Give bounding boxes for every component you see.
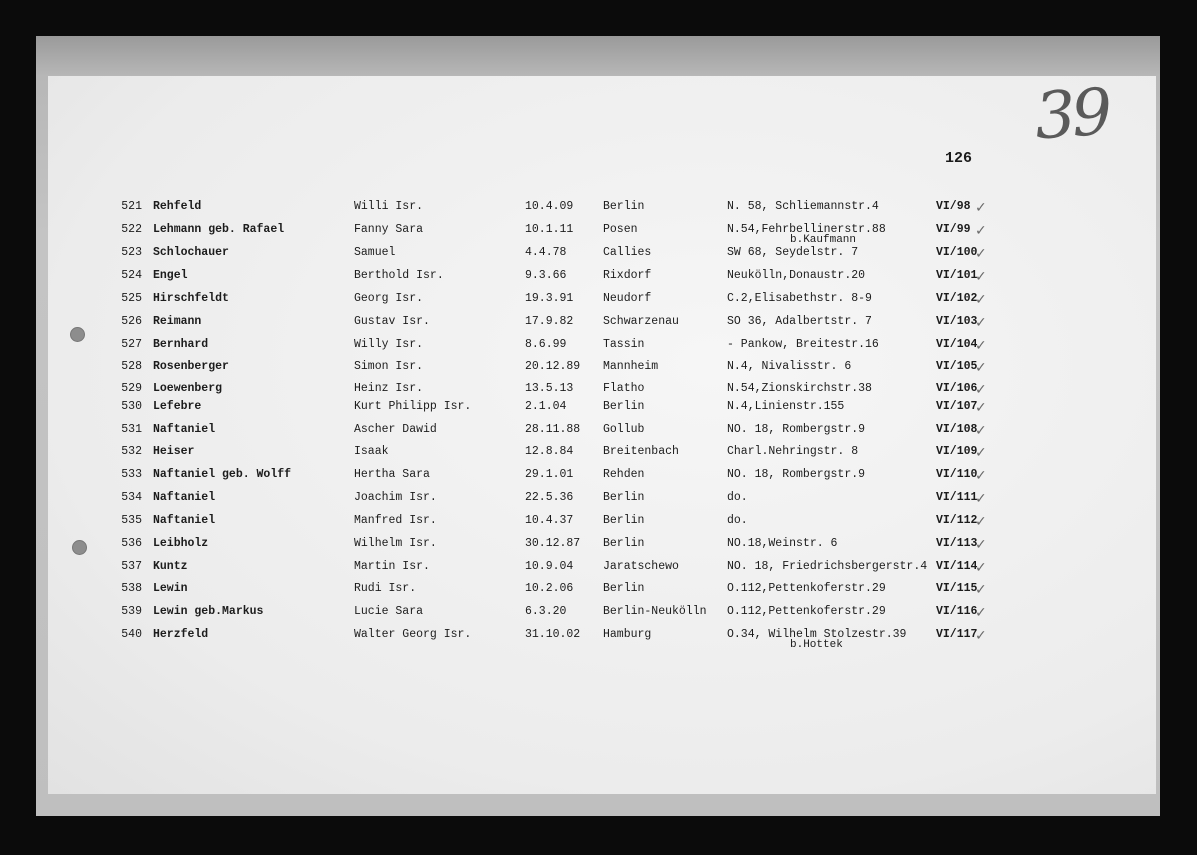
cell-date: 28.11.88 [525, 423, 581, 436]
cell-ref: VI/114 [936, 560, 978, 573]
cell-ref: VI/107 [936, 400, 978, 413]
cell-address: Neukölln,Donaustr.20 [727, 269, 866, 282]
table-row [0, 514, 1197, 534]
checkmark-icon: ✓ [975, 514, 987, 530]
cell-place: Mannheim [603, 360, 659, 373]
cell-place: Berlin [603, 400, 645, 413]
cell-surname: Leibholz [153, 537, 209, 550]
table-row [0, 360, 1197, 380]
cell-date: 4.4.78 [525, 246, 567, 259]
cell-ref: VI/115 [936, 582, 978, 595]
checkmark-icon: ✓ [975, 315, 987, 331]
cell-address: N.54,Zionskirchstr.38 [727, 382, 872, 395]
table-row [0, 560, 1197, 580]
cell-num: 528 [121, 360, 142, 373]
cell-ref: VI/117 [936, 628, 978, 641]
cell-date: 10.1.11 [525, 223, 574, 236]
table-row [0, 269, 1197, 289]
cell-num: 523 [121, 246, 142, 259]
cell-date: 17.9.82 [525, 315, 574, 328]
cell-given: Heinz Isr. [354, 382, 424, 395]
cell-surname: Naftaniel [153, 423, 216, 436]
cell-given: Willy Isr. [354, 338, 424, 351]
cell-given: Rudi Isr. [354, 582, 417, 595]
cell-address: SO 36, Adalbertstr. 7 [727, 315, 872, 328]
cell-date: 2.1.04 [525, 400, 567, 413]
cell-date: 30.12.87 [525, 537, 581, 550]
cell-address: NO. 18, Rombergstr.9 [727, 468, 866, 481]
cell-place: Rehden [603, 468, 645, 481]
cell-surname: Engel [153, 269, 188, 282]
cell-date: 31.10.02 [525, 628, 581, 641]
cell-given: Wilhelm Isr. [354, 537, 437, 550]
table-row [0, 338, 1197, 358]
cell-address2: b.Hottek [790, 639, 843, 651]
checkmark-icon: ✓ [975, 560, 987, 576]
cell-surname: Herzfeld [153, 628, 209, 641]
cell-num: 531 [121, 423, 142, 436]
checkmark-icon: ✓ [975, 246, 987, 262]
cell-address: NO.18,Weinstr. 6 [727, 537, 838, 550]
cell-ref: VI/104 [936, 338, 978, 351]
cell-given: Georg Isr. [354, 292, 424, 305]
cell-surname: Rehfeld [153, 200, 202, 213]
cell-address: N. 58, Schliemannstr.4 [727, 200, 879, 213]
cell-surname: Rosenberger [153, 360, 229, 373]
cell-date: 8.6.99 [525, 338, 567, 351]
cell-num: 524 [121, 269, 142, 282]
cell-address: N.4, Nivalisstr. 6 [727, 360, 852, 373]
cell-address: N.4,Linienstr.155 [727, 400, 845, 413]
cell-given: Gustav Isr. [354, 315, 430, 328]
cell-ref: VI/102 [936, 292, 978, 305]
cell-ref: VI/105 [936, 360, 978, 373]
table-row [0, 246, 1197, 266]
checkmark-icon: ✓ [975, 200, 987, 216]
table-row [0, 423, 1197, 443]
page-number: 126 [945, 150, 973, 167]
cell-place: Callies [603, 246, 652, 259]
table-row [0, 200, 1197, 220]
cell-place: Flatho [603, 382, 645, 395]
cell-given: Kurt Philipp Isr. [354, 400, 472, 413]
cell-num: 530 [121, 400, 142, 413]
table-row [0, 628, 1197, 651]
cell-place: Berlin-Neukölln [603, 605, 707, 618]
cell-date: 10.4.37 [525, 514, 574, 527]
cell-address: O.112,Pettenkoferstr.29 [727, 582, 886, 595]
cell-date: 13.5.13 [525, 382, 574, 395]
cell-ref: VI/98 [936, 200, 971, 213]
cell-surname: Naftaniel [153, 491, 216, 504]
cell-num: 533 [121, 468, 142, 481]
cell-num: 537 [121, 560, 142, 573]
cell-date: 6.3.20 [525, 605, 567, 618]
table-row [0, 491, 1197, 511]
cell-address: O.112,Pettenkoferstr.29 [727, 605, 886, 618]
cell-num: 532 [121, 445, 142, 458]
cell-ref: VI/110 [936, 468, 978, 481]
cell-address: do. [727, 491, 748, 504]
cell-address: N.54,Fehrbellinerstr.88 [727, 223, 886, 236]
checkmark-icon: ✓ [975, 468, 987, 484]
table-row [0, 605, 1197, 625]
handwritten-number: 39 [1032, 75, 1111, 155]
cell-num: 522 [121, 223, 142, 236]
checkmark-icon: ✓ [975, 400, 987, 416]
checkmark-icon: ✓ [975, 605, 987, 621]
cell-ref: VI/101 [936, 269, 978, 282]
cell-given: Willi Isr. [354, 200, 424, 213]
table-row [0, 223, 1197, 246]
cell-place: Posen [603, 223, 638, 236]
table-row [0, 582, 1197, 602]
checkmark-icon: ✓ [975, 292, 987, 308]
cell-surname: Hirschfeldt [153, 292, 229, 305]
cell-address: Charl.Nehringstr. 8 [727, 445, 859, 458]
cell-address: O.34, Wilhelm Stolzestr.39 [727, 628, 907, 641]
cell-place: Jaratschewo [603, 560, 679, 573]
cell-given: Walter Georg Isr. [354, 628, 472, 641]
cell-date: 29.1.01 [525, 468, 574, 481]
table-row [0, 537, 1197, 557]
cell-surname: Lewin [153, 582, 188, 595]
cell-num: 525 [121, 292, 142, 305]
cell-surname: Kuntz [153, 560, 188, 573]
checkmark-icon: ✓ [975, 491, 987, 507]
table-row [0, 400, 1197, 420]
cell-num: 526 [121, 315, 142, 328]
cell-place: Berlin [603, 582, 645, 595]
cell-given: Simon Isr. [354, 360, 424, 373]
cell-place: Rixdorf [603, 269, 652, 282]
cell-given: Hertha Sara [354, 468, 430, 481]
cell-ref: VI/106 [936, 382, 978, 395]
checkmark-icon: ✓ [975, 537, 987, 553]
checkmark-icon: ✓ [975, 445, 987, 461]
cell-ref: VI/111 [936, 491, 978, 504]
cell-given: Ascher Dawid [354, 423, 437, 436]
cell-place: Berlin [603, 514, 645, 527]
cell-given: Samuel [354, 246, 396, 259]
cell-num: 521 [121, 200, 142, 213]
cell-address2: b.Kaufmann [790, 234, 857, 246]
cell-num: 539 [121, 605, 142, 618]
cell-num: 534 [121, 491, 142, 504]
cell-num: 535 [121, 514, 142, 527]
cell-place: Gollub [603, 423, 645, 436]
cell-num: 538 [121, 582, 142, 595]
table-row [0, 292, 1197, 312]
cell-given: Joachim Isr. [354, 491, 437, 504]
cell-date: 10.9.04 [525, 560, 574, 573]
cell-date: 9.3.66 [525, 269, 567, 282]
table-row [0, 382, 1197, 402]
cell-surname: Heiser [153, 445, 195, 458]
cell-surname: Lefebre [153, 400, 202, 413]
cell-place: Schwarzenau [603, 315, 679, 328]
cell-address: - Pankow, Breitestr.16 [727, 338, 879, 351]
cell-num: 529 [121, 382, 142, 395]
cell-date: 10.2.06 [525, 582, 574, 595]
cell-address: C.2,Elisabethstr. 8-9 [727, 292, 872, 305]
cell-address: do. [727, 514, 748, 527]
cell-surname: Naftaniel [153, 514, 216, 527]
cell-surname: Reimann [153, 315, 202, 328]
cell-date: 10.4.09 [525, 200, 574, 213]
checkmark-icon: ✓ [975, 582, 987, 598]
cell-surname: Bernhard [153, 338, 209, 351]
cell-place: Berlin [603, 200, 645, 213]
checkmark-icon: ✓ [975, 423, 987, 439]
cell-ref: VI/109 [936, 445, 978, 458]
cell-ref: VI/100 [936, 246, 978, 259]
cell-date: 12.8.84 [525, 445, 574, 458]
cell-date: 19.3.91 [525, 292, 574, 305]
checkmark-icon: ✓ [975, 382, 987, 398]
cell-ref: VI/103 [936, 315, 978, 328]
cell-num: 527 [121, 338, 142, 351]
table-row [0, 468, 1197, 488]
table-row [0, 315, 1197, 335]
cell-place: Hamburg [603, 628, 652, 641]
cell-ref: VI/116 [936, 605, 978, 618]
cell-date: 22.5.36 [525, 491, 574, 504]
checkmark-icon: ✓ [975, 338, 987, 354]
cell-given: Martin Isr. [354, 560, 430, 573]
checkmark-icon: ✓ [975, 360, 987, 376]
checkmark-icon: ✓ [975, 223, 987, 239]
cell-num: 540 [121, 628, 142, 641]
cell-place: Breitenbach [603, 445, 679, 458]
cell-num: 536 [121, 537, 142, 550]
cell-surname: Lewin geb.Markus [153, 605, 264, 618]
cell-given: Lucie Sara [354, 605, 424, 618]
table-row [0, 445, 1197, 465]
checkmark-icon: ✓ [975, 628, 987, 644]
cell-place: Neudorf [603, 292, 652, 305]
cell-surname: Lehmann geb. Rafael [153, 223, 285, 236]
cell-address: SW 68, Seydelstr. 7 [727, 246, 859, 259]
cell-address: NO. 18, Rombergstr.9 [727, 423, 866, 436]
cell-address: NO. 18, Friedrichsbergerstr.4 [727, 560, 928, 573]
cell-given: Manfred Isr. [354, 514, 437, 527]
cell-given: Berthold Isr. [354, 269, 444, 282]
cell-surname: Loewenberg [153, 382, 223, 395]
cell-ref: VI/108 [936, 423, 978, 436]
cell-date: 20.12.89 [525, 360, 581, 373]
checkmark-icon: ✓ [975, 269, 987, 285]
cell-surname: Schlochauer [153, 246, 229, 259]
cell-place: Berlin [603, 491, 645, 504]
cell-ref: VI/112 [936, 514, 978, 527]
cell-place: Berlin [603, 537, 645, 550]
cell-surname: Naftaniel geb. Wolff [153, 468, 292, 481]
cell-place: Tassin [603, 338, 645, 351]
cell-given: Isaak [354, 445, 389, 458]
cell-ref: VI/113 [936, 537, 978, 550]
cell-given: Fanny Sara [354, 223, 424, 236]
cell-ref: VI/99 [936, 223, 971, 236]
